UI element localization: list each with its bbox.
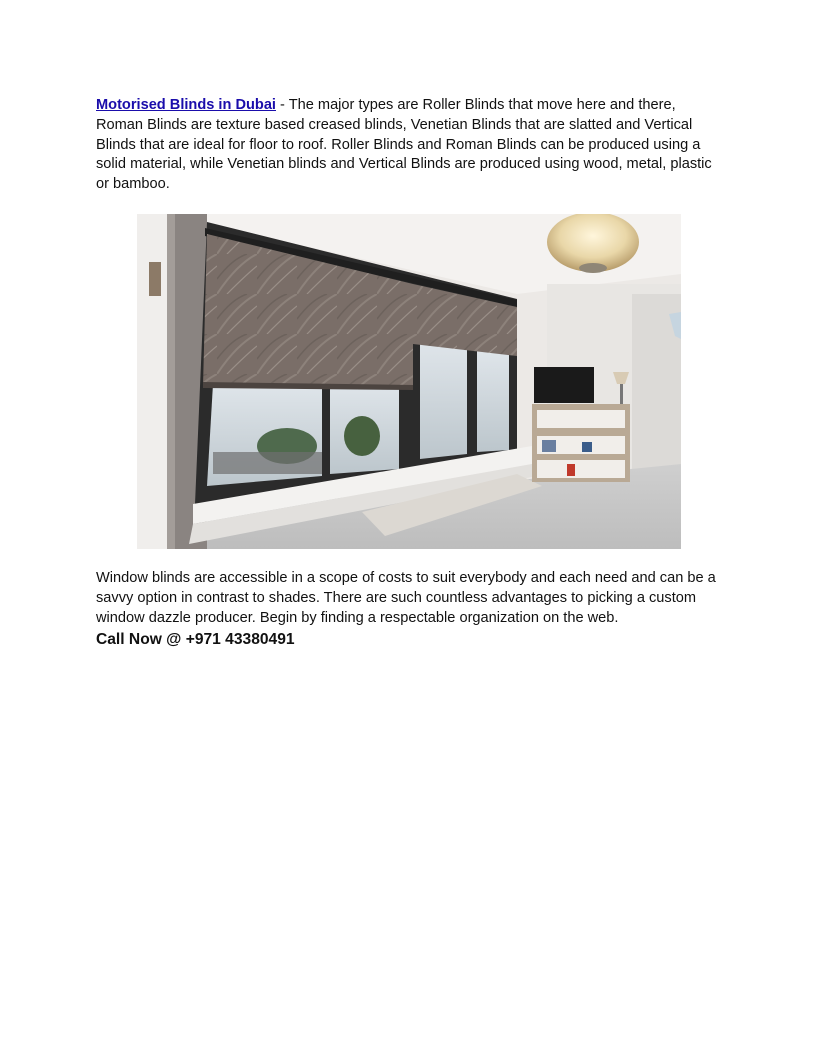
room-photo: [137, 214, 681, 549]
call-now-text: Call Now @ +971 43380491: [96, 631, 295, 649]
body-paragraph: Window blinds are accessible in a scope of costs to suit everybody and each need and can be a savvy option in contrast to shades. There are such countless advantages to picking a custom window dazzle producer. Begin by finding a respectable organization on the web.: [96, 569, 716, 626]
intro-text: - The major types are Roller Blinds that move here and there, Roman Blinds are texture based creased blinds, Venetian Blinds that are slatted and Vertical Blinds that are ideal for floor to roof. Roller Blinds and Roman Blinds can be produced using a solid material, while Venetian blinds and Vertical Blinds are produced using wood, metal, plastic or bamboo.: [96, 97, 712, 193]
intro-paragraph: [96, 96, 720, 195]
light-switch: [149, 262, 161, 296]
motorised-blinds-link[interactable]: Motorised Blinds in Dubai: [96, 97, 276, 113]
document-page: [96, 96, 720, 650]
tv: [534, 367, 594, 403]
